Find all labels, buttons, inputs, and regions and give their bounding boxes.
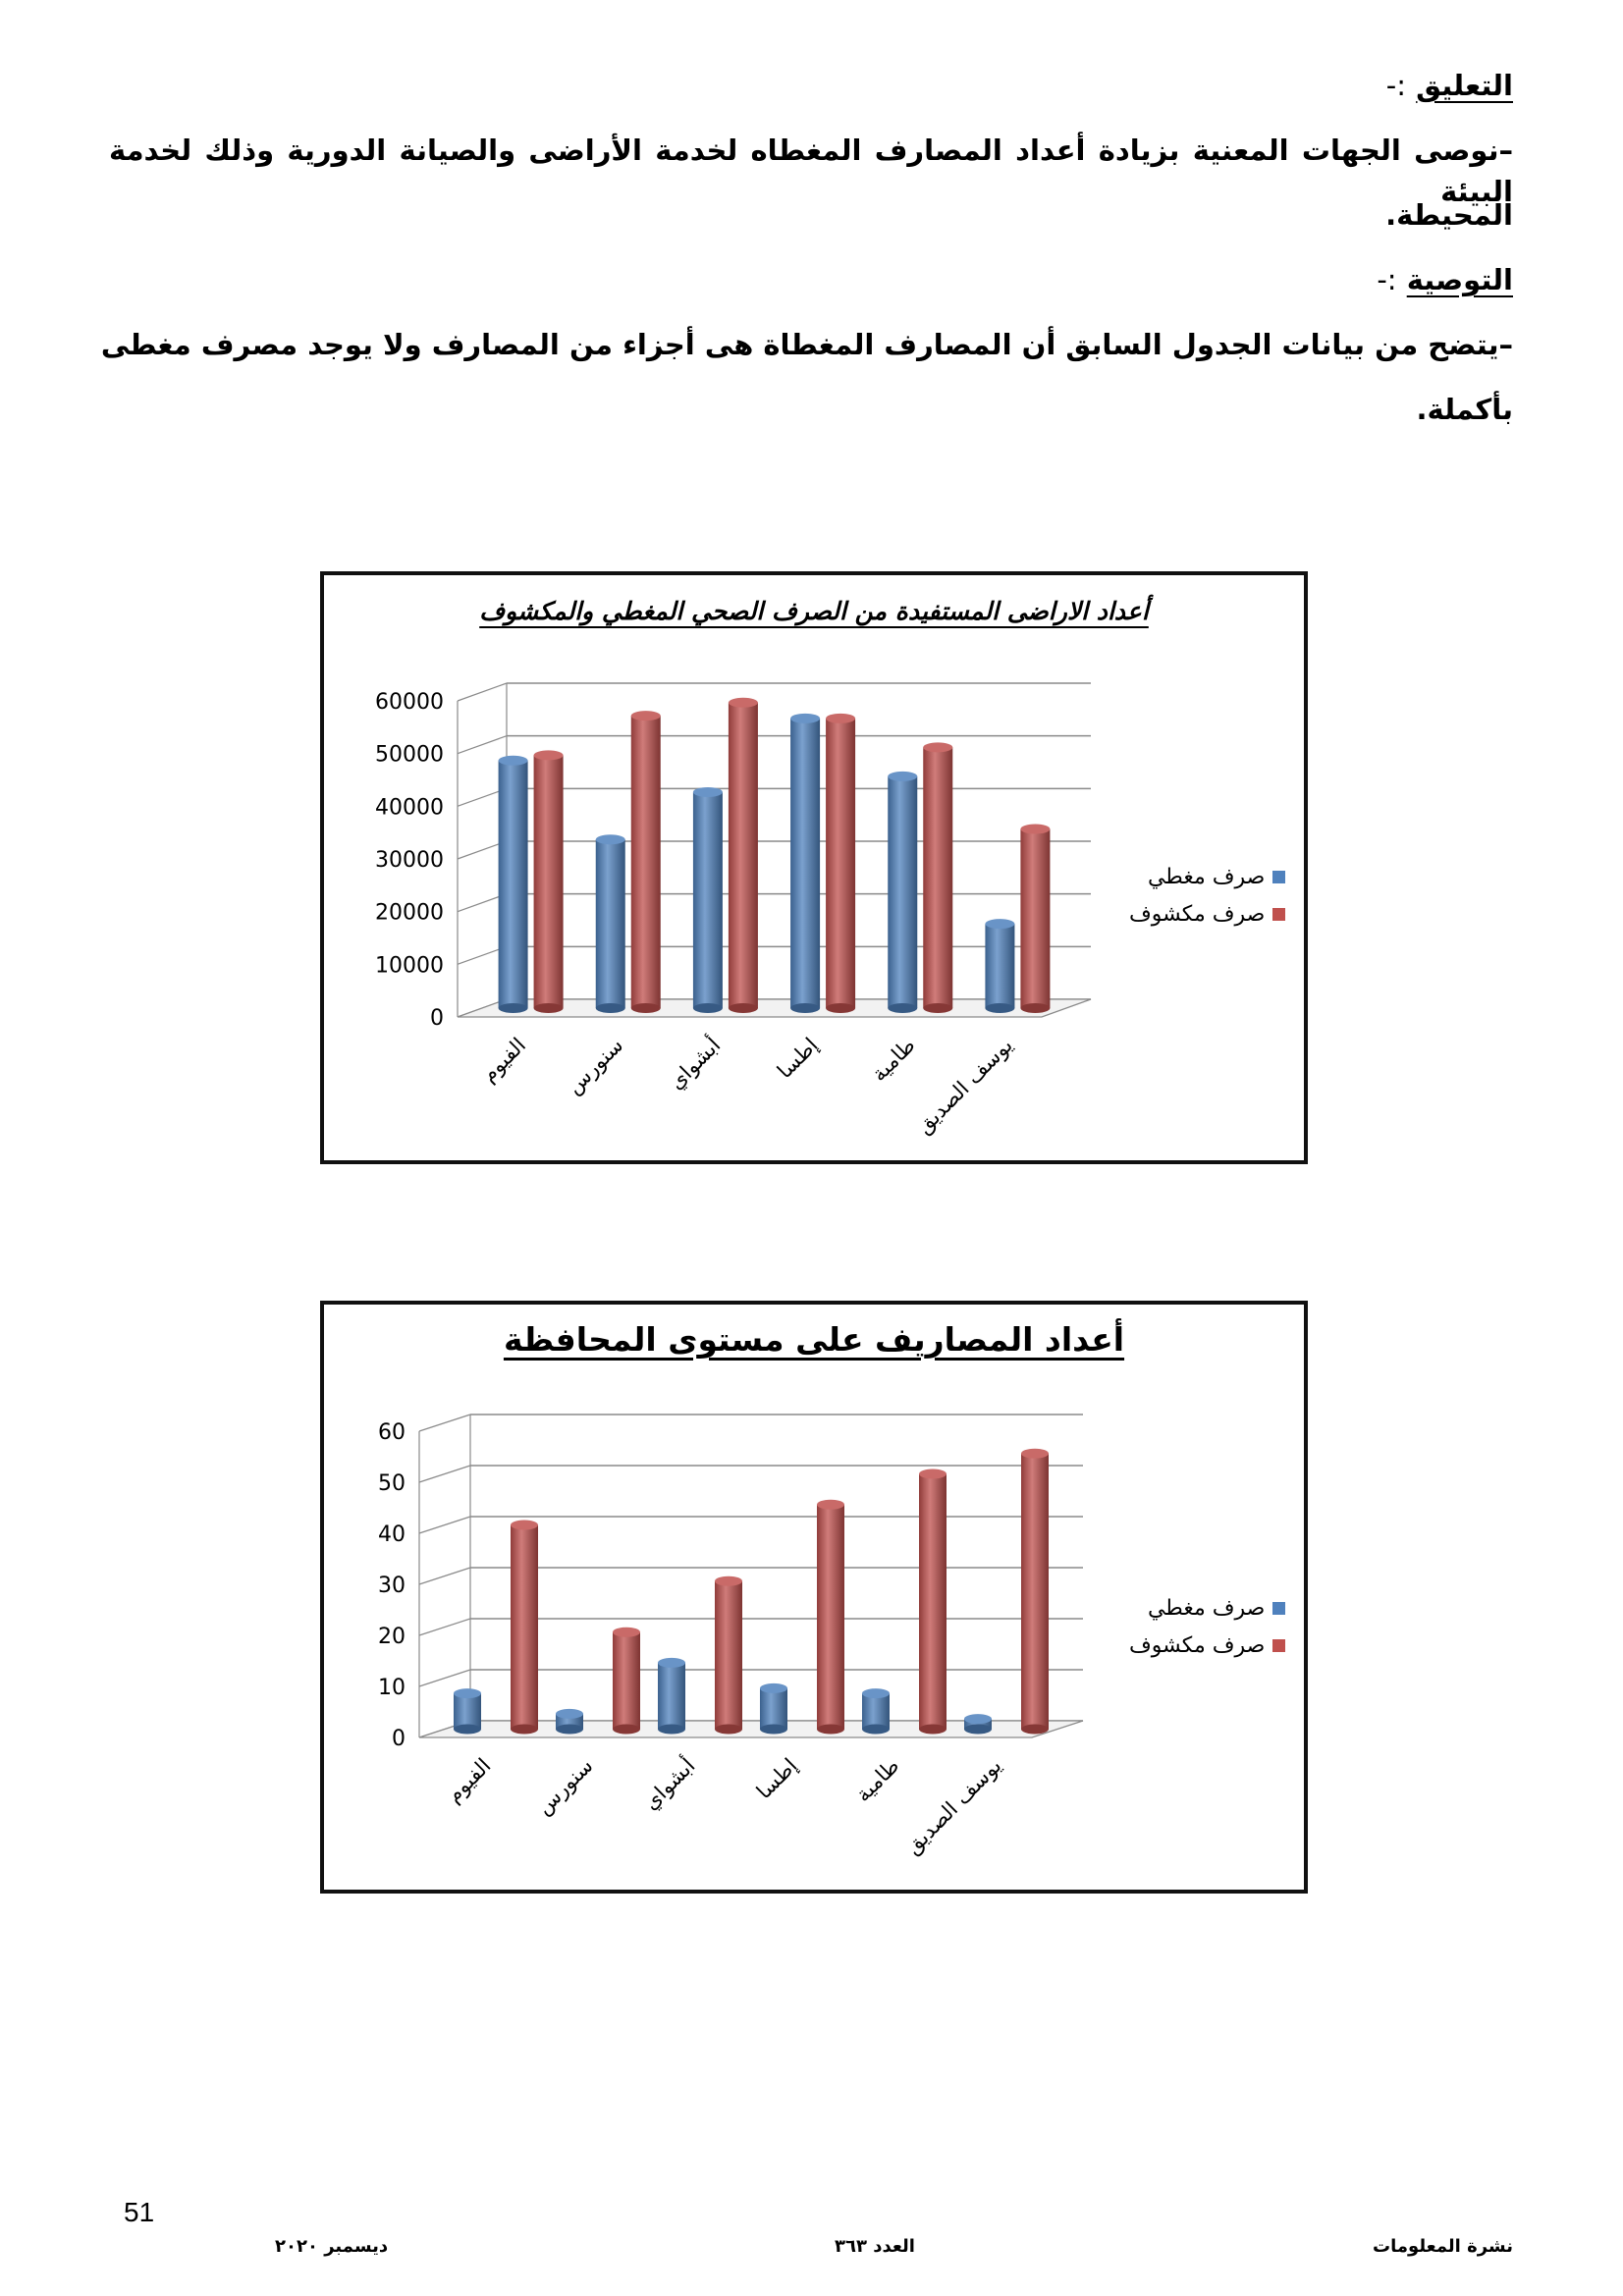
bar-body [985,924,1014,1008]
bar-base [556,1725,583,1735]
bar-uncovered [729,698,758,1013]
bar-base [631,1003,661,1013]
recommendation-heading-line [1377,259,1513,300]
bar-body [923,747,952,1008]
bar-covered [790,714,820,1013]
bar-top [985,919,1014,929]
bar-base [693,1003,723,1013]
x-tick-label: سنورس [562,1033,628,1099]
footer-date: ديسمبر ٢٠٢٠ [275,2236,389,2257]
bar-top [454,1688,481,1698]
bar-base [964,1725,992,1735]
x-tick-label: الفيوم [476,1033,531,1088]
x-tick-label: يوسف الصديق [911,1033,1017,1139]
bar-top [534,750,564,760]
bar-top [862,1688,890,1698]
bar-top [511,1521,538,1530]
bar-covered [454,1688,481,1734]
bar-base [613,1725,640,1735]
bar-body [862,1693,890,1729]
bar-base [790,1003,820,1013]
recommendation-line-1: –يتضح من بيانات الجدول السابق أن المصارف المغطاة هى أجزاء من المصارف ولا يوجد مصرف مغطى [100,328,1513,361]
bar-base [511,1725,538,1735]
x-tick-label: طامية [850,1753,904,1807]
chart-legend [1129,1589,1285,1664]
grid-diagonal [419,1466,470,1482]
comment-line-2: المحيطة. [1385,198,1513,232]
y-tick-label: 0 [392,1727,406,1751]
bar-base [760,1725,787,1735]
grid-diagonal [419,1670,470,1686]
bar-base [658,1725,685,1735]
bar-uncovered [923,742,952,1013]
legend-item-uncovered [1129,1627,1285,1664]
bar-covered [499,756,528,1013]
bar-top [964,1714,992,1724]
chart-drains-governorate [320,1301,1308,1894]
y-tick-label: 30000 [375,848,444,873]
bar-uncovered [1020,825,1050,1013]
bar-top [715,1576,742,1586]
legend-label-covered: صرف مغطي [1147,864,1266,889]
page-number: 51 [124,2197,155,2227]
y-tick-label: 60000 [375,690,444,715]
bar-body [729,703,758,1008]
bar-top [1020,825,1050,834]
bar-body [790,719,820,1008]
bar-body [1021,1454,1049,1730]
bar-covered [985,919,1014,1013]
bar-covered [693,787,723,1013]
bar-top [499,756,528,766]
y-tick-label: 50000 [375,742,444,768]
legend-swatch-uncovered [1272,1639,1285,1652]
bar-base [534,1003,564,1013]
bar-covered [556,1709,583,1735]
bar-uncovered [919,1469,947,1735]
bar-base [729,1003,758,1013]
legend-swatch-covered [1272,1602,1285,1615]
bar-base [499,1003,528,1013]
grid-diagonal [458,683,507,701]
bar-base [817,1725,844,1735]
bar-top [817,1500,844,1510]
bar-top [826,714,855,723]
bar-top [693,787,723,797]
bar-base [1020,1003,1050,1013]
comment-heading-line [1386,65,1513,106]
bar-base [888,1003,917,1013]
comment-heading: التعليق [1416,69,1513,102]
bar-top [760,1683,787,1693]
bar-uncovered [534,750,564,1013]
y-tick-label: 10 [378,1676,406,1700]
bar-top [613,1628,640,1637]
legend-item-uncovered [1129,895,1285,933]
bar-covered [760,1683,787,1735]
y-tick-label: 40000 [375,795,444,821]
bar-body [613,1632,640,1730]
chart-legend [1129,858,1285,933]
legend-item-covered [1129,1589,1285,1627]
y-tick-label: 20 [378,1625,406,1649]
x-tick-label: طامية [867,1033,920,1087]
bar-uncovered [631,711,661,1013]
bar-base [715,1725,742,1735]
chart-title: أعداد الاراضى المستفيدة من الصرف الصحي المغطي والمكشوف [479,597,1149,625]
bar-base [923,1003,952,1013]
y-tick-label: 40 [378,1522,406,1547]
bar-body [534,755,564,1008]
y-tick-label: 0 [430,1006,444,1031]
grid-diagonal [458,736,507,754]
bar-covered [964,1714,992,1734]
bar-body [1020,829,1050,1008]
bar-uncovered [511,1521,538,1735]
bar-top [919,1469,947,1479]
footer-issue: العدد ٣٦٣ [835,2236,915,2257]
bar-body [919,1474,947,1730]
bar-body [454,1693,481,1729]
bar-uncovered [817,1500,844,1735]
y-tick-label: 60 [378,1420,406,1445]
comment-line-1: –نوصى الجهات المعنية بزيادة أعداد المصارف المغطاه لخدمة الأراضى والصيانة الدورية وذلك لخدمة البيئة [109,133,1513,208]
bar-base [1021,1725,1049,1735]
bar-top [923,742,952,752]
chart-title: أعداد المصاريف على مستوى المحافظة [503,1320,1125,1359]
legend-label-covered: صرف مغطي [1147,1595,1266,1621]
bar-top [790,714,820,723]
bar-base [454,1725,481,1735]
bar-base [919,1725,947,1735]
grid-diagonal [419,1619,470,1635]
y-tick-label: 20000 [375,900,444,926]
bar-covered [596,834,625,1013]
bar-top [888,772,917,781]
bar-body [658,1663,685,1730]
y-tick-label: 30 [378,1574,406,1598]
grid-diagonal [419,1517,470,1533]
grid-diagonal [419,1415,470,1431]
recommendation-line-2: بأكملة. [1416,393,1513,426]
x-tick-label: سنورس [531,1753,598,1820]
recommendation-heading: التوصية [1406,263,1513,296]
legend-item-covered [1129,858,1285,895]
chart-lands-benefiting [320,571,1308,1164]
bar-body [888,776,917,1008]
bar-body [826,719,855,1008]
bar-top [1021,1449,1049,1459]
y-tick-label: 50 [378,1471,406,1496]
bar-uncovered [715,1576,742,1735]
bar-top [729,698,758,708]
grid-diagonal [419,1568,470,1584]
bar-body [760,1688,787,1730]
bar-uncovered [613,1628,640,1735]
bar-covered [658,1658,685,1735]
footer-publication: نشرة المعلومات [1373,2236,1513,2257]
bar-top [658,1658,685,1668]
bar-base [826,1003,855,1013]
x-tick-label: أبشواي [638,1753,700,1815]
bar-base [985,1003,1014,1013]
legend-swatch-covered [1272,871,1285,883]
bar-top [631,711,661,721]
bar-body [499,761,528,1008]
bar-body [715,1581,742,1730]
recommendation-marker: :- [1377,263,1397,296]
legend-label-uncovered: صرف مكشوف [1129,1632,1266,1658]
legend-label-uncovered: صرف مكشوف [1129,901,1266,927]
bar-base [596,1003,625,1013]
bar-body [596,839,625,1008]
x-tick-label: الفيوم [442,1753,496,1808]
x-tick-label: أبشواي [664,1033,726,1095]
bar-covered [888,772,917,1013]
comment-marker: :- [1385,69,1407,102]
bar-uncovered [826,714,855,1013]
bar-body [693,792,723,1008]
bar-uncovered [1021,1449,1049,1735]
bar-body [817,1505,844,1730]
x-tick-label: إطسا [772,1033,823,1084]
bar-base [862,1725,890,1735]
legend-swatch-uncovered [1272,908,1285,921]
bar-top [556,1709,583,1719]
bar-body [511,1525,538,1730]
x-tick-label: يوسف الصديق [900,1753,1006,1859]
x-tick-label: إطسا [751,1753,802,1804]
bar-covered [862,1688,890,1734]
bar-top [596,834,625,844]
bar-body [631,716,661,1008]
y-tick-label: 10000 [375,953,444,979]
